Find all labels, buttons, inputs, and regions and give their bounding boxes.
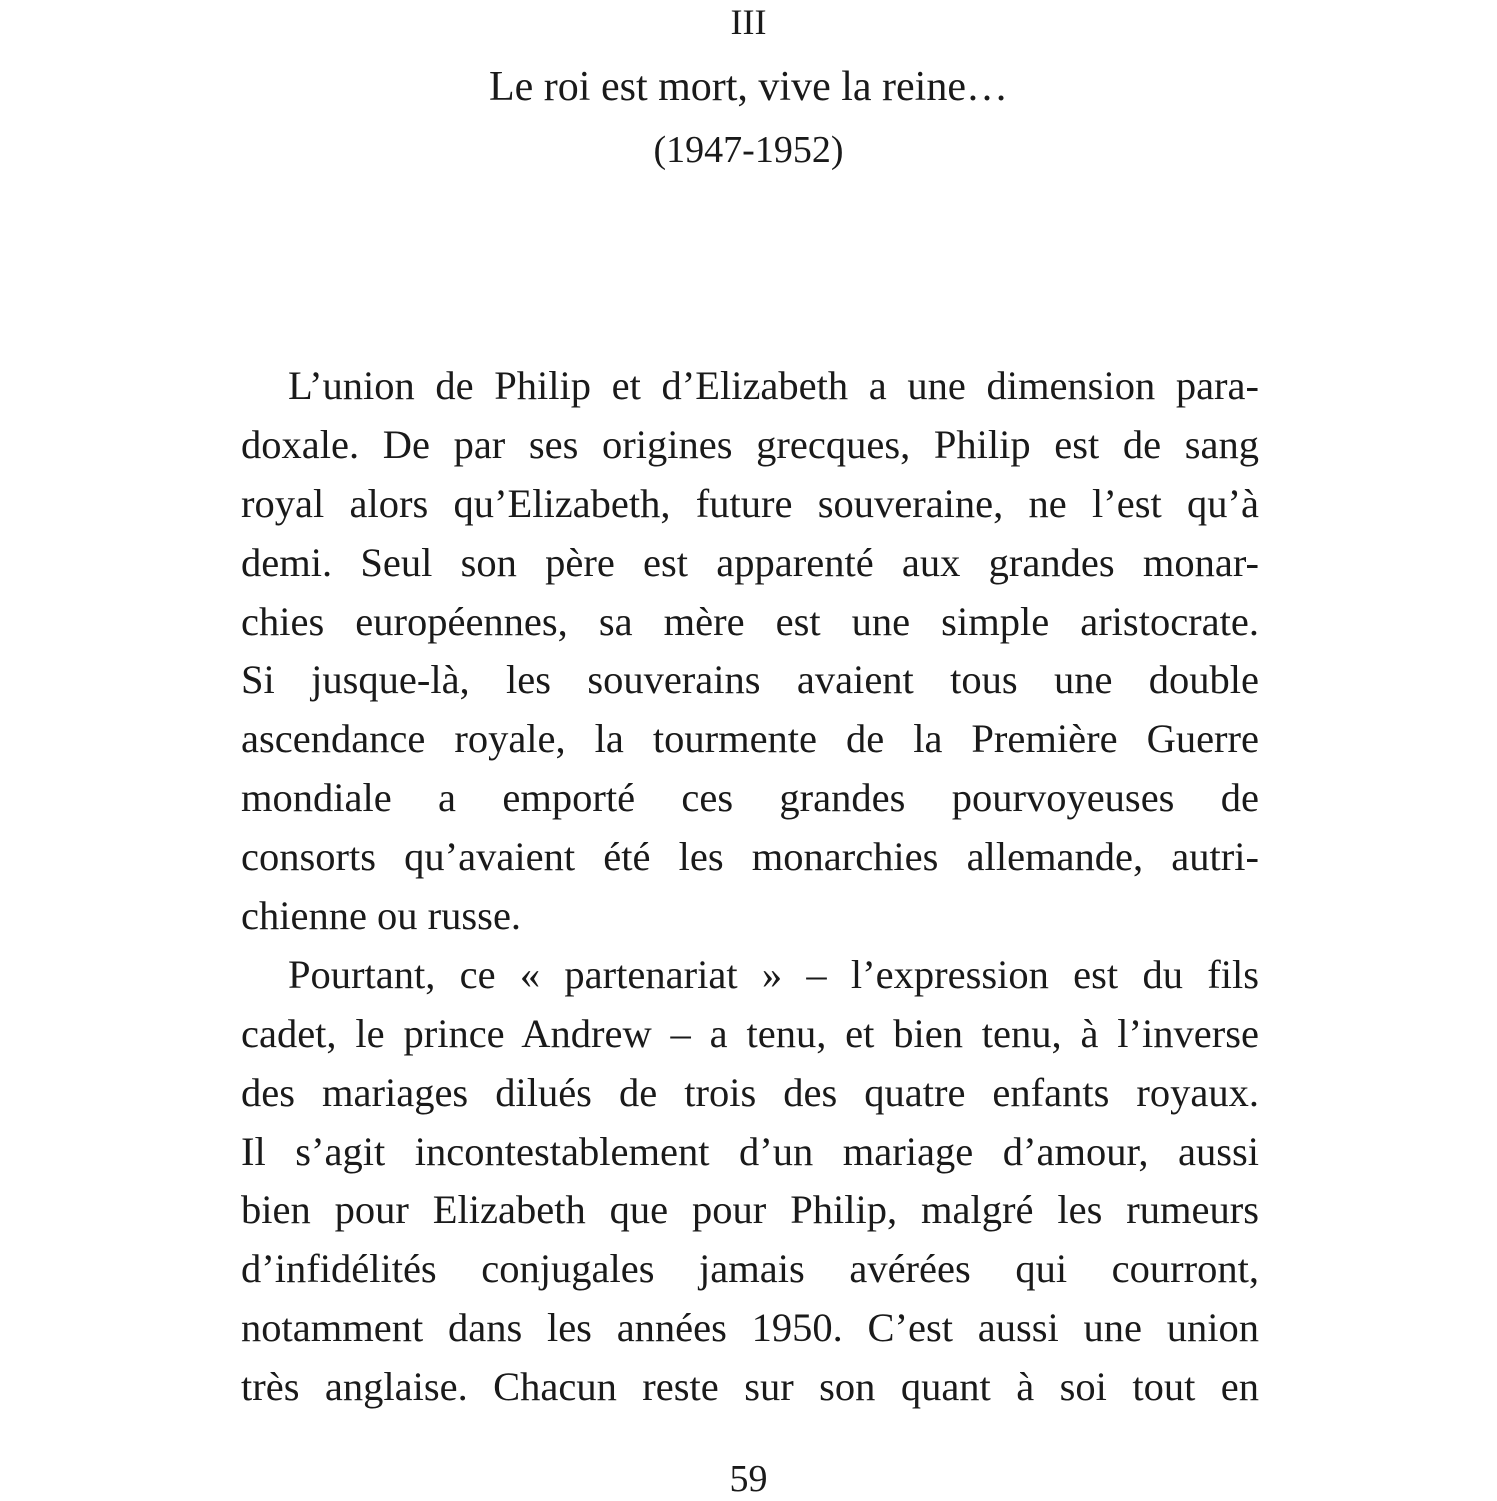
text-line: chienne ou russe. [241,893,522,939]
text-line: Si jusque-là, les souverains avaient tous une double [241,657,1259,703]
page-number: 59 [729,1458,768,1500]
text-line: mondiale a emporté ces grandes pourvoyeuses de [241,775,1259,821]
chapter-dates: (1947-1952) [653,129,844,171]
text-line: demi. Seul son père est apparenté aux grandes monar- [241,539,1259,585]
text-line: ascendance royale, la tourmente de la Première Guerre [241,716,1259,762]
text-line: chies européennes, sa mère est une simple aristocrate. [241,598,1259,644]
text-line: doxale. De par ses origines grecques, Philip est de sang [241,421,1259,467]
text-line: Pourtant, ce « partenariat » – l’expression est du fils [288,951,1259,997]
text-line: très anglaise. Chacun reste sur son quant à soi tout en [241,1364,1259,1410]
text-line: royal alors qu’Elizabeth, future souveraine, ne l’est qu’à [241,480,1259,526]
text-line: d’infidélités conjugales jamais avérées qui courront, [241,1246,1259,1292]
text-line: notamment dans les années 1950. C’est aussi une union [241,1305,1259,1351]
text-line: des mariages dilués de trois des quatre enfants royaux. [241,1069,1259,1115]
text-line: L’union de Philip et d’Elizabeth a une dimension para- [288,363,1259,408]
text-line: consorts qu’avaient été les monarchies allemande, autri- [241,834,1259,880]
text-line: bien pour Elizabeth que pour Philip, malgré les rumeurs [241,1187,1259,1233]
text-line: cadet, le prince Andrew – a tenu, et bien tenu, à l’inverse [241,1010,1259,1056]
text-line: Il s’agit incontestablement d’un mariage d’amour, aussi [241,1128,1259,1174]
body-text [241,357,1259,1417]
chapter-number: III [730,2,767,42]
chapter-title: Le roi est mort, vive la reine… [489,64,1008,110]
